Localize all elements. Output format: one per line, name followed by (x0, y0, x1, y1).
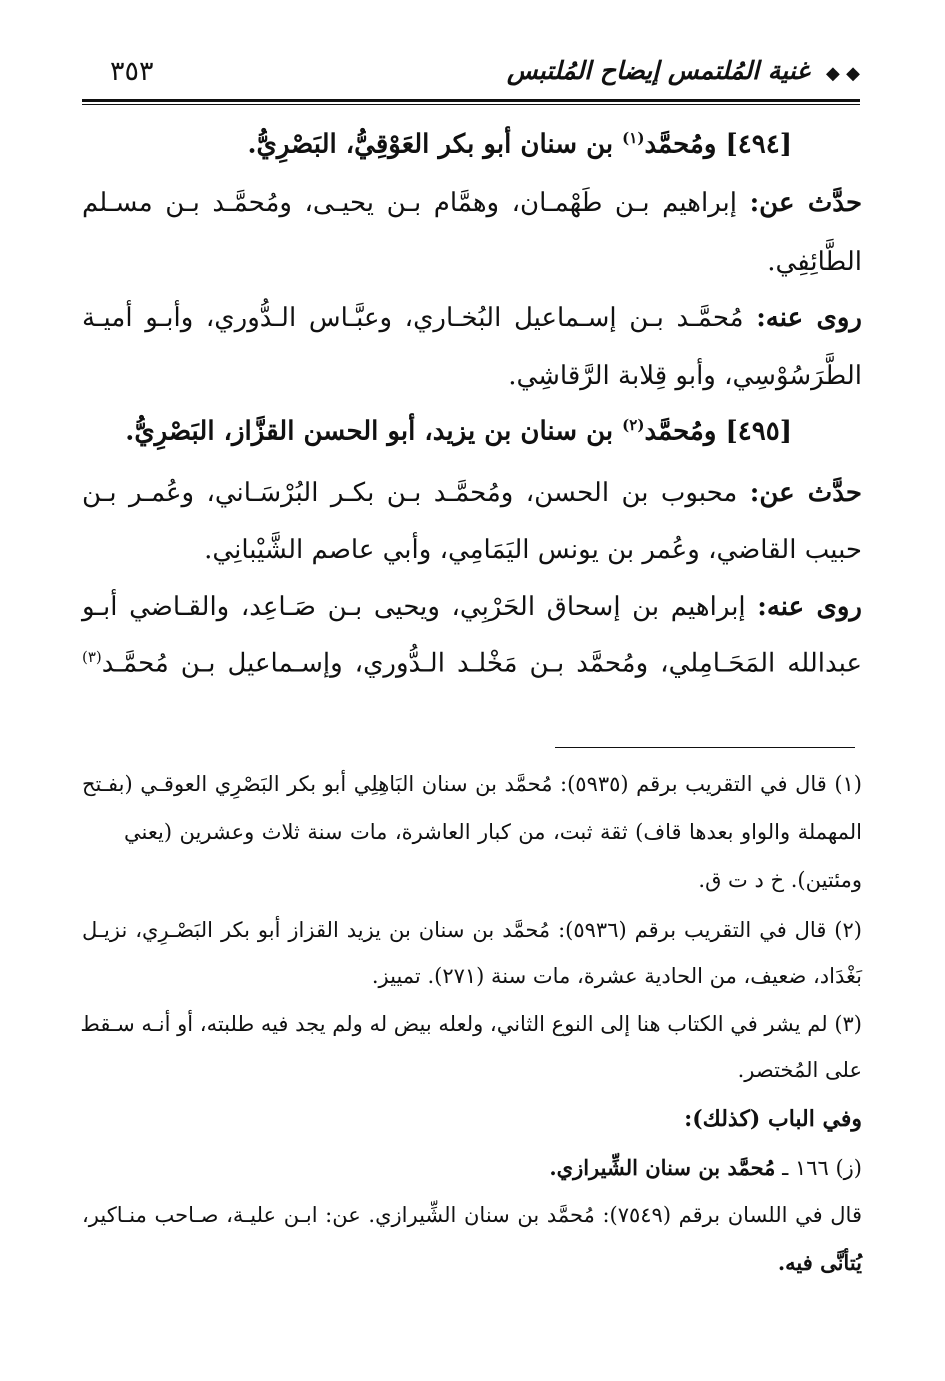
narrated-by-text: مُحمَّـد بـن إسـماعيل البُخـاري، وعبَّـاس الـدُّوري، وأبـو أميـة (82, 303, 744, 333)
footnote-separator (555, 747, 855, 748)
entry-name-rest: بن سنان بن يزيد، أبو الحسن القزَّاز، البَصْرِيُّ. (125, 416, 614, 447)
narrated-by-text: إبراهيم بن إسحاق الحَرْبِي، ويحيى بـن صَـاعِد، والقـاضي أبـو (82, 592, 746, 622)
header-diamonds: ◆ ◆ (826, 63, 860, 84)
entry-name: ومُحمَّد (644, 129, 717, 160)
narrated-by-label: روى عنه: (757, 592, 862, 622)
footnote-marker: (٣) (82, 648, 102, 666)
entry-495-heard-line-2: حبيب القاضي، وعُمر بن يونس اليَمَامِي، وأبي عاصم الشَّيْبانِي. (204, 535, 862, 565)
heard-from-label: حدَّث عن: (749, 478, 862, 508)
entry-heading-495 (82, 416, 862, 447)
entry-495-narrated-line-2 (82, 648, 862, 679)
footnote-marker: (١) (622, 129, 645, 147)
heard-from-label: حدَّث عن: (749, 188, 863, 218)
footnote-2-line-1: (٢) قال في التقريب برقم (٥٩٣٦): مُحمَّد بن سنان بن يزيد القزاز أبو بكر البَصْـرِي، نزيـل (82, 918, 862, 942)
running-title (507, 56, 860, 85)
appendix-heading: وفي الباب (كذلك): (684, 1106, 862, 1132)
header-divider (82, 99, 860, 102)
appendix-entry-prefix: (ز) ١٦٦ ـ (782, 1156, 862, 1180)
book-title: غنية المُلتمس إيضاح المُلتبس (506, 56, 810, 85)
entry-number: [٤٩٤] (725, 129, 792, 160)
footnote-1-line-3: ومئتين). خ د ت ق. (698, 868, 862, 892)
footnote-2-line-2: بَغْدَاد، ضعيف، من الحادية عشرة، مات سنة (٢٧١). تمييز. (371, 964, 862, 988)
page-header (80, 52, 860, 98)
footnote-1-line-2: المهملة والواو بعدها قاف) ثقة ثبت، من كبار العاشرة، مات سنة ثلاث وعشرين (يعني (124, 820, 862, 844)
page-number: ٣٥٣ (110, 56, 154, 87)
footnote-3-line-1: (٣) لم يشر في الكتاب هنا إلى النوع الثاني، ولعله بيض له ولم يجد فيه طلبته، أو أنـه سـقط (80, 1012, 862, 1036)
appendix-quote-line-1: قال في اللسان برقم (٧٥٤٩): مُحمَّد بن سنان الشِّيرازي. عن: ابـن عليـة، صـاحب منـاكير، (82, 1203, 862, 1227)
appendix-entry (82, 1155, 862, 1180)
entry-495-heard-line-1 (82, 478, 862, 508)
heard-from-text: إبراهيم بـن طَهْمـان، وهمَّام بـن يحيـى، ومُحمَّـد بـن مسـلم (82, 188, 738, 218)
footnote-marker: (٢) (622, 416, 645, 434)
entry-number: [٤٩٥] (725, 416, 792, 447)
entry-name-rest: بن سنان أبو بكر العَوْقِيُّ، البَصْرِيُّ. (247, 129, 614, 160)
narrated-by-text-cont: عبدالله المَحَـامِلي، ومُحمَّد بـن مَخْلـد الـدُّوري، وإسـماعيل بـن مُحمَّـد (101, 648, 862, 679)
entry-name: ومُحمَّد (644, 416, 717, 447)
heard-from-text: محبوب بن الحسن، ومُحمَّـد بـن بكـر البُرْسَـاني، وعُمـر بـن (82, 478, 738, 508)
appendix-quote-line-2: يُتأنَّى فيه. (777, 1250, 862, 1275)
entry-494-narrated-line-2: الطَّرَسُوْسِي، وأبو قِلابة الرَّقاشِي. (508, 361, 862, 391)
entry-494-heard-line-2: الطَّائِفِي. (767, 247, 862, 277)
entry-495-narrated-line-1 (82, 592, 862, 622)
narrated-by-label: روى عنه: (756, 303, 862, 333)
footnote-3-line-2: على المُختصر. (737, 1058, 862, 1082)
entry-heading-494 (82, 129, 862, 160)
entry-494-narrated-line-1 (82, 303, 862, 333)
header-divider-thin (82, 104, 860, 105)
appendix-entry-name: مُحمَّد بن سنان الشِّيرازي. (549, 1155, 776, 1180)
footnote-1-line-1: (١) قال في التقريب برقم (٥٩٣٥): مُحمَّد بن سنان البَاهِلِي أبو بكر البَصْرِي العوقـي (بفـتح (82, 772, 862, 796)
entry-494-heard-line-1 (82, 188, 862, 218)
